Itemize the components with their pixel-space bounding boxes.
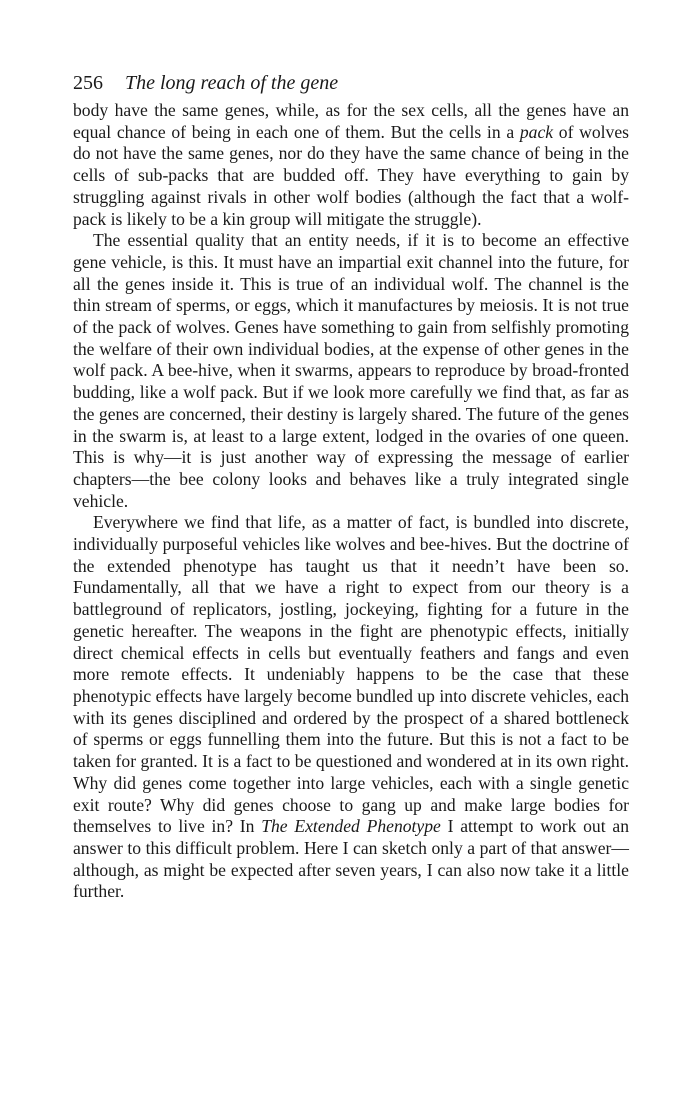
text-segment: of wolves do not have the same genes, nor do they have the same chance of being in the cells of sub-packs that are budded off. They have everything to gain by struggling against rivals in other wolf bodies (although the fact that a wolf-pack is likely to be a kin group will mitigate the struggle). bbox=[73, 121, 630, 229]
italic-text: pack bbox=[519, 121, 554, 142]
text-segment: I attempt to work out an answer to this difficult problem. Here I can sketch only a part of that answer—although, as might be expected after seven years, I can also now take it a little further. bbox=[73, 816, 629, 902]
paragraph bbox=[73, 512, 629, 903]
running-title: The long reach of the gene bbox=[125, 72, 339, 94]
text-segment: body have the same genes, while, as for the sex cells, all the genes have an equal chance of being in each one of them. But the cells in a bbox=[73, 100, 629, 142]
italic-text: The Extended Phenotype bbox=[261, 816, 441, 837]
body-text bbox=[73, 100, 629, 903]
page-number: 256 bbox=[73, 72, 103, 94]
page-header bbox=[73, 66, 629, 100]
text-segment: Everywhere we find that life, as a matter of fact, is bundled into discrete, individually purposeful vehicles like wolves and bee-hives. But the doctrine of the extended phenotype has taught us that it needn’t have been so. Fundamentally, all that we have a right to expect from our theory is a battleground of replicators, jostling, jockeying, fighting for a future in the genetic hereafter. The weapons in the fight are phenotypic effects, initially direct chemical effects in cells but eventually feathers and fangs and even more remote effects. It undeniably happens to be the case that these phenotypic effects have largely become bundled up into discrete vehicles, each with its genes disciplined and ordered by the prospect of a shared bottleneck of sperms or eggs funnelling them into the future. But this is not a fact to be taken for granted. It is a fact to be questioned and wondered at in its own right. Why did genes come together into large vehicles, each with a single genetic exit route? Why did genes choose to gang up and make large bodies for themselves to live in? In bbox=[73, 512, 629, 837]
text-segment: The essential quality that an entity needs, if it is to become an effective gene vehicle, is this. It must have an impartial exit channel into the future, for all the genes inside it. This is true of an individual wolf. The channel is the thin stream of sperms, or eggs, which it manufactures by meiosis. It is not true of the pack of wolves. Genes have something to gain from selfishly promoting the welfare of their own individual bodies, at the expense of other genes in the wolf pack. A bee-hive, when it swarms, appears to reproduce by broad-fronted budding, like a wolf pack. But if we look more carefully we find that, as far as the genes are concerned, their destiny is largely shared. The future of the genes in the swarm is, at least to a large extent, lodged in the ovaries of one queen. This is why—it is just another way of expressing the message of earlier chapters—the bee colony looks and behaves like a truly integrated single vehicle. bbox=[73, 230, 629, 511]
paragraph bbox=[73, 100, 629, 230]
paragraph bbox=[73, 230, 629, 512]
book-page bbox=[73, 66, 629, 903]
